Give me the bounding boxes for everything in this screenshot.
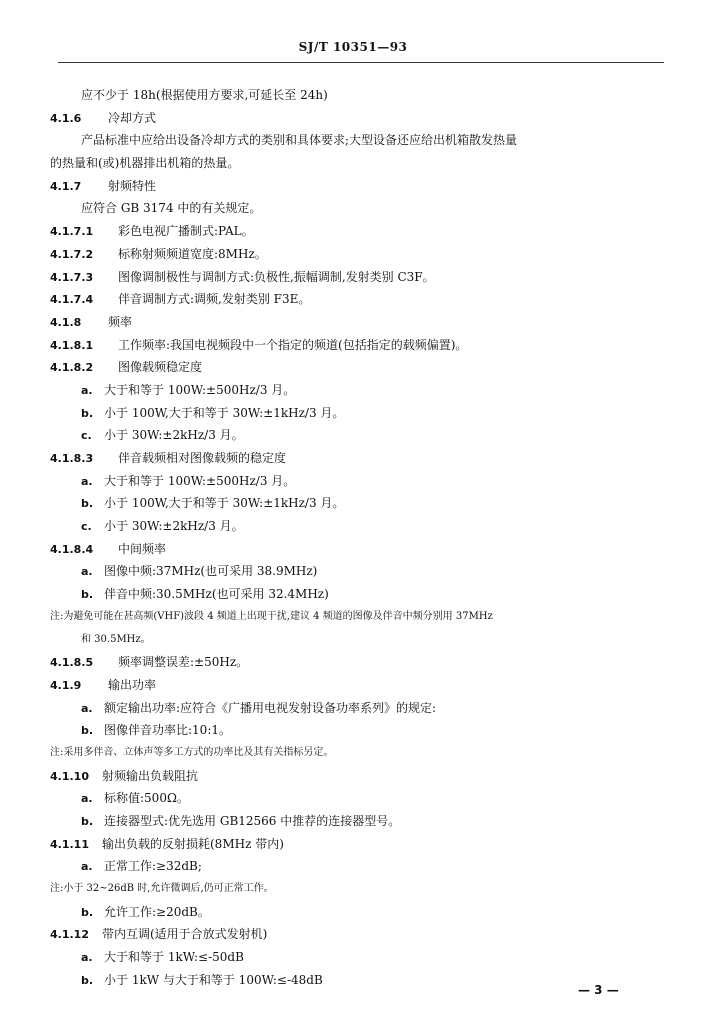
section-heading <box>50 220 672 243</box>
section-number: 4.1.7.3 <box>50 270 94 284</box>
list-item-text: 小于 1kW 与大于和等于 100W:≤-48dB <box>104 972 323 987</box>
section-number: 4.1.10 <box>50 769 89 783</box>
section-heading <box>50 765 672 788</box>
list-item <box>50 470 672 493</box>
list-item <box>50 787 672 810</box>
section-title: 带内互调(适用于合放式发射机) <box>102 927 268 942</box>
note-text: 注:小于 32~26dB 时,允许微调后,仍可正常工作。 <box>50 883 274 895</box>
list-item-text: 正常工作:≥32dB; <box>104 859 202 874</box>
list-item-text: 大于和等于 1kW:≤-50dB <box>104 950 244 965</box>
section-heading <box>50 651 672 674</box>
list-item-marker: a. <box>81 860 93 874</box>
list-item-marker: c. <box>81 429 92 443</box>
list-item <box>50 855 672 878</box>
list-item <box>50 424 672 447</box>
note-text: 注:采用多伴音、立体声等多工方式的功率比及其有关指标另定。 <box>50 746 334 758</box>
list-item-text: 大于和等于 100W:±500Hz/3 月。 <box>104 473 296 488</box>
list-item-marker: a. <box>81 792 93 806</box>
paragraph-text: 产品标准中应给出设备冷却方式的类别和具体要求;大型设备还应给出机箱散发热量 <box>81 133 518 148</box>
section-heading <box>50 538 672 561</box>
list-item <box>50 515 672 538</box>
section-title: 标称射频频道宽度:8MHz。 <box>118 246 267 261</box>
section-number: 4.1.9 <box>50 678 82 692</box>
list-item <box>50 901 672 924</box>
section-title: 频率 <box>108 314 133 329</box>
list-item <box>50 697 672 720</box>
standard-number-header: SJ/T 10351—93 <box>298 40 408 54</box>
list-item-marker: b. <box>81 588 94 602</box>
list-item-text: 允许工作:≥20dB。 <box>104 904 210 919</box>
note-text: 和 30.5MHz。 <box>81 633 151 645</box>
list-item-text: 图像中频:37MHz(也可采用 38.9MHz) <box>104 564 318 579</box>
list-item-text: 连接器型式:优先选用 GB12566 中推荐的连接器型号。 <box>104 814 401 828</box>
section-title: 冷却方式 <box>108 110 157 125</box>
paragraph-text: 应符合 GB 3174 中的有关规定。 <box>81 201 262 216</box>
list-item <box>50 810 672 833</box>
list-item-text: 小于 100W,大于和等于 30W:±1kHz/3 月。 <box>104 405 345 420</box>
list-item-marker: b. <box>81 497 94 511</box>
list-item <box>50 402 672 425</box>
list-item <box>50 583 672 606</box>
document-body <box>50 84 672 992</box>
section-number: 4.1.7 <box>50 179 82 193</box>
list-item-marker: a. <box>81 474 93 488</box>
section-number: 4.1.8.2 <box>50 361 94 375</box>
section-title: 图像调制极性与调制方式:负极性,振幅调制,发射类别 C3F。 <box>118 269 435 284</box>
section-heading <box>50 311 672 334</box>
section-heading <box>50 288 672 311</box>
section-title: 伴音调制方式:调频,发射类别 F3E。 <box>118 292 311 307</box>
list-item-marker: c. <box>81 520 92 534</box>
section-heading <box>50 923 672 946</box>
section-title: 射频输出负载阻抗 <box>102 768 199 783</box>
section-title: 频率调整误差:±50Hz。 <box>118 655 249 670</box>
section-heading <box>50 175 672 198</box>
list-item-marker: b. <box>81 724 94 738</box>
section-title: 伴音载频相对图像载频的稳定度 <box>118 451 287 465</box>
section-number: 4.1.7.2 <box>50 247 94 261</box>
section-number: 4.1.7.1 <box>50 225 94 239</box>
section-heading <box>50 334 672 357</box>
list-item-text: 标称值:500Ω。 <box>104 791 189 806</box>
list-item-marker: a. <box>81 565 93 579</box>
section-number: 4.1.8.5 <box>50 656 94 670</box>
paragraph-text: 的热量和(或)机器排出机箱的热量。 <box>50 156 240 171</box>
section-title: 图像载频稳定度 <box>118 360 203 375</box>
section-number: 4.1.8.4 <box>50 542 94 556</box>
section-heading <box>50 674 672 697</box>
section-number: 4.1.12 <box>50 928 89 942</box>
list-item <box>50 560 672 583</box>
list-item-text: 小于 30W:±2kHz/3 月。 <box>104 519 244 534</box>
section-heading <box>50 107 672 130</box>
section-heading <box>50 356 672 379</box>
section-number: 4.1.8.1 <box>50 338 94 352</box>
list-item-marker: a. <box>81 383 93 397</box>
section-number: 4.1.11 <box>50 837 89 851</box>
list-item-marker: b. <box>81 973 94 987</box>
list-item-marker: b. <box>81 905 94 919</box>
list-item <box>50 379 672 402</box>
list-item-marker: b. <box>81 815 94 828</box>
section-title: 工作频率:我国电视频段中一个指定的频道(包括指定的载频偏置)。 <box>118 337 468 352</box>
section-title: 输出负载的反射损耗(8MHz 带内) <box>102 836 284 851</box>
list-item-text: 大于和等于 100W:±500Hz/3 月。 <box>104 382 296 397</box>
list-item <box>50 492 672 515</box>
section-heading <box>50 833 672 856</box>
list-item-text: 小于 30W:±2kHz/3 月。 <box>104 428 244 443</box>
section-title: 中间频率 <box>118 541 167 556</box>
list-item <box>50 946 672 969</box>
section-title: 彩色电视广播制式:PAL。 <box>118 224 254 239</box>
list-item-text: 额定输出功率:应符合《广播用电视发射设备功率系列》的规定: <box>104 700 437 715</box>
note-text: 注:为避免可能在甚高频(VHF)波段 4 频道上出现干扰,建议 4 频道的图像及伴音中频分别用 37MHz <box>50 610 493 622</box>
list-item-marker: a. <box>81 701 93 715</box>
section-heading <box>50 266 672 289</box>
section-number: 4.1.8.3 <box>50 452 94 465</box>
section-title: 输出功率 <box>108 677 157 692</box>
list-item-text: 图像伴音功率比:10:1。 <box>104 723 231 738</box>
section-heading <box>50 243 672 266</box>
list-item-text: 小于 100W,大于和等于 30W:±1kHz/3 月。 <box>104 496 345 511</box>
page-number: — 3 — <box>578 983 619 997</box>
list-item <box>50 719 672 742</box>
section-heading <box>50 447 672 470</box>
section-number: 4.1.7.4 <box>50 293 94 307</box>
header-rule <box>58 62 664 63</box>
list-item-text: 伴音中频:30.5MHz(也可采用 32.4MHz) <box>104 587 329 602</box>
list-item-marker: a. <box>81 951 93 965</box>
section-number: 4.1.8 <box>50 315 82 329</box>
section-title: 射频特性 <box>108 178 157 193</box>
list-item-marker: b. <box>81 406 94 420</box>
paragraph-text: 应不少于 18h(根据使用方要求,可延长至 24h) <box>81 88 328 102</box>
section-number: 4.1.6 <box>50 111 82 125</box>
